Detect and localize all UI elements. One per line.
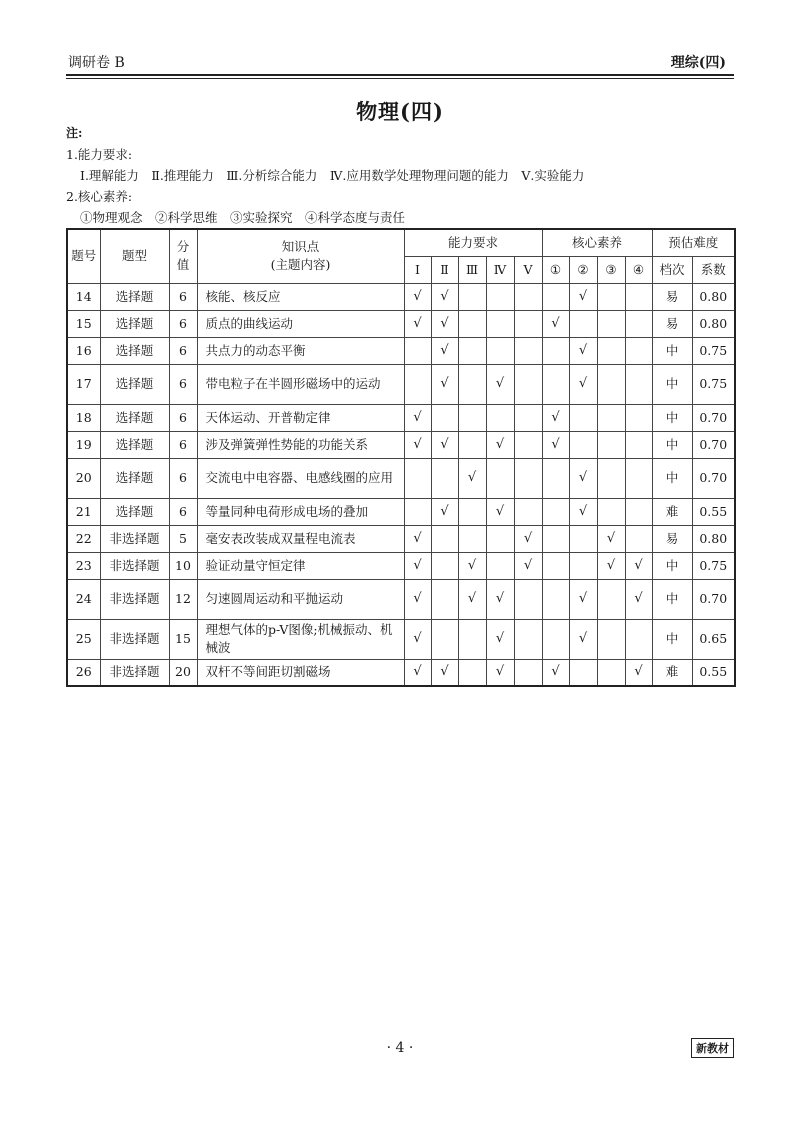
notes-heading: 注: — [66, 126, 83, 140]
cell-score: 6 — [169, 431, 197, 458]
cell-level: 中 — [652, 337, 692, 364]
cell-core-3: √ — [597, 525, 625, 552]
cell-num: 17 — [67, 364, 100, 404]
cell-level: 中 — [652, 404, 692, 431]
cell-type: 选择题 — [100, 310, 169, 337]
cell-core-1: √ — [542, 310, 569, 337]
cell-core-2: √ — [569, 619, 597, 659]
cell-core-4 — [625, 431, 652, 458]
cell-core-1 — [542, 498, 569, 525]
cell-knowledge: 质点的曲线运动 — [197, 310, 404, 337]
cell-ability-5 — [514, 619, 542, 659]
header-coefficient: 系数 — [692, 256, 735, 283]
cell-core-1 — [542, 283, 569, 310]
cell-knowledge: 验证动量守恒定律 — [197, 552, 404, 579]
cell-ability-2: √ — [431, 659, 458, 686]
cell-coefficient: 0.55 — [692, 659, 735, 686]
cell-score: 6 — [169, 404, 197, 431]
header-knowledge-subtitle: (主题内容) — [270, 257, 331, 273]
cell-score: 15 — [169, 619, 197, 659]
page-title: 物理(四) — [356, 99, 444, 124]
cell-ability-5: √ — [514, 552, 542, 579]
cell-ability-3: √ — [458, 458, 486, 498]
cell-num: 15 — [67, 310, 100, 337]
cell-coefficient: 0.70 — [692, 431, 735, 458]
cell-coefficient: 0.80 — [692, 310, 735, 337]
cell-type: 非选择题 — [100, 579, 169, 619]
cell-ability-3 — [458, 431, 486, 458]
cell-core-2 — [569, 525, 597, 552]
cell-ability-2: √ — [431, 364, 458, 404]
table-row — [67, 525, 735, 552]
cell-core-1 — [542, 579, 569, 619]
cell-ability-4: √ — [486, 619, 514, 659]
table-row — [67, 431, 735, 458]
cell-ability-3: √ — [458, 552, 486, 579]
cell-level: 易 — [652, 525, 692, 552]
cell-score: 6 — [169, 337, 197, 364]
cell-ability-1: √ — [404, 310, 431, 337]
header-level: 档次 — [652, 256, 692, 283]
header-subject-label: 理综(四) — [670, 55, 726, 71]
cell-ability-4: √ — [486, 364, 514, 404]
cell-knowledge: 毫安表改装成双量程电流表 — [197, 525, 404, 552]
cell-core-4: √ — [625, 579, 652, 619]
header-core-4: ④ — [625, 256, 652, 283]
cell-core-2: √ — [569, 458, 597, 498]
cell-level: 易 — [652, 283, 692, 310]
cell-score: 6 — [169, 364, 197, 404]
cell-core-4 — [625, 337, 652, 364]
cell-ability-5 — [514, 310, 542, 337]
cell-core-2 — [569, 310, 597, 337]
cell-ability-5 — [514, 431, 542, 458]
header-knowledge — [197, 229, 404, 283]
notes-ability-heading: 1.能力要求: — [66, 147, 133, 162]
cell-core-4 — [625, 619, 652, 659]
cell-ability-4 — [486, 525, 514, 552]
cell-knowledge: 双杆不等间距切割磁场 — [197, 659, 404, 686]
cell-core-1: √ — [542, 404, 569, 431]
cell-num: 19 — [67, 431, 100, 458]
cell-ability-5 — [514, 337, 542, 364]
cell-coefficient: 0.80 — [692, 525, 735, 552]
cell-type: 选择题 — [100, 431, 169, 458]
cell-core-4 — [625, 364, 652, 404]
edition-badge: 新教材 — [691, 1038, 734, 1058]
table-row — [67, 310, 735, 337]
header-ability-4: Ⅳ — [486, 256, 514, 283]
cell-core-2 — [569, 404, 597, 431]
cell-ability-4 — [486, 404, 514, 431]
cell-ability-3 — [458, 498, 486, 525]
cell-ability-3 — [458, 337, 486, 364]
cell-ability-3: √ — [458, 579, 486, 619]
cell-num: 21 — [67, 498, 100, 525]
cell-type: 选择题 — [100, 364, 169, 404]
header-ability-1: Ⅰ — [404, 256, 431, 283]
cell-score: 5 — [169, 525, 197, 552]
header-difficulty: 预估难度 — [652, 229, 735, 256]
header-ability: 能力要求 — [404, 229, 542, 256]
cell-ability-1 — [404, 498, 431, 525]
cell-num: 24 — [67, 579, 100, 619]
cell-level: 中 — [652, 552, 692, 579]
header-type: 题型 — [100, 229, 169, 283]
cell-core-2 — [569, 659, 597, 686]
analysis-table — [66, 228, 736, 687]
cell-ability-1: √ — [404, 283, 431, 310]
cell-knowledge: 带电粒子在半圆形磁场中的运动 — [197, 364, 404, 404]
cell-type: 选择题 — [100, 283, 169, 310]
cell-score: 6 — [169, 310, 197, 337]
cell-score: 20 — [169, 659, 197, 686]
cell-core-3 — [597, 579, 625, 619]
cell-ability-3 — [458, 525, 486, 552]
table-row — [67, 458, 735, 498]
header-ability-3: Ⅲ — [458, 256, 486, 283]
cell-num: 22 — [67, 525, 100, 552]
header-rule-thin — [66, 78, 734, 79]
cell-core-3 — [597, 364, 625, 404]
cell-ability-4 — [486, 283, 514, 310]
cell-ability-3 — [458, 619, 486, 659]
cell-ability-2 — [431, 525, 458, 552]
cell-ability-2: √ — [431, 498, 458, 525]
cell-ability-1 — [404, 364, 431, 404]
cell-coefficient: 0.75 — [692, 337, 735, 364]
cell-ability-4 — [486, 337, 514, 364]
cell-knowledge: 涉及弹簧弹性势能的功能关系 — [197, 431, 404, 458]
cell-type: 选择题 — [100, 498, 169, 525]
header-num: 题号 — [67, 229, 100, 283]
cell-core-3 — [597, 498, 625, 525]
cell-type: 选择题 — [100, 337, 169, 364]
cell-num: 16 — [67, 337, 100, 364]
header-core-1: ① — [542, 256, 569, 283]
cell-ability-5 — [514, 659, 542, 686]
cell-ability-5 — [514, 283, 542, 310]
cell-ability-1: √ — [404, 525, 431, 552]
cell-core-4 — [625, 310, 652, 337]
cell-core-3 — [597, 404, 625, 431]
cell-core-1 — [542, 525, 569, 552]
cell-ability-1: √ — [404, 579, 431, 619]
cell-score: 6 — [169, 458, 197, 498]
table-row — [67, 552, 735, 579]
cell-core-3 — [597, 458, 625, 498]
cell-ability-3 — [458, 404, 486, 431]
cell-ability-5 — [514, 404, 542, 431]
cell-ability-2 — [431, 458, 458, 498]
cell-score: 12 — [169, 579, 197, 619]
cell-score: 6 — [169, 498, 197, 525]
cell-core-2 — [569, 552, 597, 579]
cell-num: 14 — [67, 283, 100, 310]
cell-num: 26 — [67, 659, 100, 686]
cell-coefficient: 0.70 — [692, 404, 735, 431]
cell-core-2: √ — [569, 498, 597, 525]
table-row — [67, 283, 735, 310]
cell-level: 难 — [652, 659, 692, 686]
cell-knowledge: 交流电中电容器、电感线圈的应用 — [197, 458, 404, 498]
cell-core-2: √ — [569, 364, 597, 404]
cell-type: 选择题 — [100, 404, 169, 431]
table-row — [67, 659, 735, 686]
cell-ability-5 — [514, 498, 542, 525]
notes-core-list: ①物理观念 ②科学思维 ③实验探究 ④科学态度与责任 — [80, 210, 406, 225]
cell-num: 25 — [67, 619, 100, 659]
cell-ability-1: √ — [404, 619, 431, 659]
cell-core-1 — [542, 337, 569, 364]
cell-core-3 — [597, 337, 625, 364]
cell-ability-2: √ — [431, 337, 458, 364]
cell-ability-5 — [514, 364, 542, 404]
cell-ability-2 — [431, 619, 458, 659]
cell-ability-2: √ — [431, 310, 458, 337]
cell-ability-4 — [486, 552, 514, 579]
cell-core-3 — [597, 431, 625, 458]
cell-ability-4 — [486, 310, 514, 337]
cell-num: 18 — [67, 404, 100, 431]
cell-ability-4 — [486, 458, 514, 498]
cell-ability-1 — [404, 458, 431, 498]
cell-core-1 — [542, 364, 569, 404]
cell-ability-2: √ — [431, 431, 458, 458]
cell-level: 中 — [652, 364, 692, 404]
cell-core-1 — [542, 458, 569, 498]
cell-coefficient: 0.75 — [692, 364, 735, 404]
header-core: 核心素养 — [542, 229, 652, 256]
cell-ability-1: √ — [404, 431, 431, 458]
cell-ability-3 — [458, 283, 486, 310]
cell-ability-5 — [514, 579, 542, 619]
header-ability-5: Ⅴ — [514, 256, 542, 283]
header-knowledge-title: 知识点 — [281, 239, 320, 255]
header-ability-2: Ⅱ — [431, 256, 458, 283]
cell-knowledge: 理想气体的p-V图像;机械振动、机械波 — [197, 619, 404, 659]
cell-ability-4: √ — [486, 431, 514, 458]
cell-coefficient: 0.65 — [692, 619, 735, 659]
header-exam-label: 调研卷 B — [68, 55, 125, 71]
cell-core-1 — [542, 552, 569, 579]
cell-core-2: √ — [569, 283, 597, 310]
cell-core-4 — [625, 458, 652, 498]
cell-core-4 — [625, 525, 652, 552]
cell-ability-2: √ — [431, 283, 458, 310]
cell-type: 非选择题 — [100, 525, 169, 552]
cell-level: 中 — [652, 458, 692, 498]
cell-core-3: √ — [597, 552, 625, 579]
header-rule — [66, 74, 734, 76]
cell-ability-4: √ — [486, 498, 514, 525]
cell-level: 易 — [652, 310, 692, 337]
cell-core-1: √ — [542, 659, 569, 686]
cell-core-2: √ — [569, 579, 597, 619]
table-row — [67, 337, 735, 364]
header-core-3: ③ — [597, 256, 625, 283]
cell-type: 非选择题 — [100, 552, 169, 579]
notes-ability-list: Ⅰ.理解能力 Ⅱ.推理能力 Ⅲ.分析综合能力 Ⅳ.应用数学处理物理问题的能力 Ⅴ.实验能力 — [80, 168, 585, 183]
cell-level: 中 — [652, 431, 692, 458]
cell-ability-3 — [458, 659, 486, 686]
cell-num: 20 — [67, 458, 100, 498]
table-row — [67, 364, 735, 404]
cell-ability-1: √ — [404, 552, 431, 579]
cell-ability-4: √ — [486, 659, 514, 686]
cell-ability-4: √ — [486, 579, 514, 619]
cell-ability-3 — [458, 364, 486, 404]
cell-num: 23 — [67, 552, 100, 579]
cell-core-4: √ — [625, 552, 652, 579]
header-core-2: ② — [569, 256, 597, 283]
cell-coefficient: 0.55 — [692, 498, 735, 525]
cell-ability-1 — [404, 337, 431, 364]
cell-type: 非选择题 — [100, 619, 169, 659]
cell-ability-2 — [431, 579, 458, 619]
cell-knowledge: 共点力的动态平衡 — [197, 337, 404, 364]
cell-core-1 — [542, 619, 569, 659]
cell-level: 难 — [652, 498, 692, 525]
cell-knowledge: 核能、核反应 — [197, 283, 404, 310]
table-row — [67, 498, 735, 525]
table-body — [67, 283, 735, 686]
cell-core-4 — [625, 498, 652, 525]
cell-core-3 — [597, 310, 625, 337]
cell-level: 中 — [652, 619, 692, 659]
cell-ability-2 — [431, 404, 458, 431]
cell-ability-1: √ — [404, 659, 431, 686]
cell-ability-5: √ — [514, 525, 542, 552]
notes-core-heading: 2.核心素养: — [66, 189, 133, 204]
cell-core-3 — [597, 659, 625, 686]
cell-core-4 — [625, 283, 652, 310]
cell-knowledge: 匀速圆周运动和平抛运动 — [197, 579, 404, 619]
cell-level: 中 — [652, 579, 692, 619]
cell-ability-1: √ — [404, 404, 431, 431]
cell-score: 6 — [169, 283, 197, 310]
cell-type: 选择题 — [100, 458, 169, 498]
cell-core-4: √ — [625, 659, 652, 686]
cell-coefficient: 0.75 — [692, 552, 735, 579]
cell-core-3 — [597, 619, 625, 659]
cell-ability-5 — [514, 458, 542, 498]
table-row — [67, 404, 735, 431]
table-row — [67, 579, 735, 619]
cell-core-2 — [569, 431, 597, 458]
cell-ability-3 — [458, 310, 486, 337]
table-row — [67, 619, 735, 659]
header-score: 分 值 — [169, 229, 197, 283]
page-number: · 4 · — [386, 1040, 414, 1056]
cell-core-3 — [597, 283, 625, 310]
cell-coefficient: 0.80 — [692, 283, 735, 310]
cell-coefficient: 0.70 — [692, 579, 735, 619]
cell-knowledge: 等量同种电荷形成电场的叠加 — [197, 498, 404, 525]
cell-score: 10 — [169, 552, 197, 579]
cell-knowledge: 天体运动、开普勒定律 — [197, 404, 404, 431]
cell-ability-2 — [431, 552, 458, 579]
cell-core-1: √ — [542, 431, 569, 458]
cell-type: 非选择题 — [100, 659, 169, 686]
cell-core-4 — [625, 404, 652, 431]
cell-core-2: √ — [569, 337, 597, 364]
cell-coefficient: 0.70 — [692, 458, 735, 498]
